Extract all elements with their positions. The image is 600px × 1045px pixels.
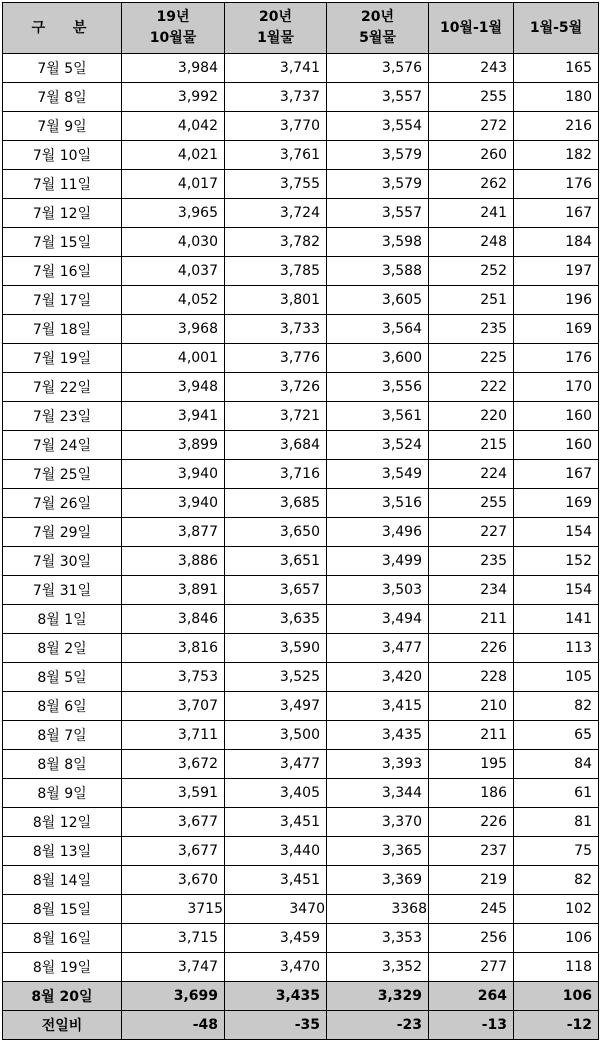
cell-may-contract: 3,494 [327,605,429,634]
cell-may-contract: 3,588 [327,257,429,286]
table-row [3,112,599,141]
table-row [3,344,599,373]
cell-oct-contract: 3,753 [122,663,225,692]
cell-may-contract: 3368 [327,895,429,924]
cell-date: 8월 1일 [3,605,122,634]
cell-jan-contract: 3,755 [225,170,327,199]
cell-oct-contract: 3,677 [122,837,225,866]
cell-oct-jan-spread: 237 [429,837,514,866]
cell-jan-contract: 3,776 [225,344,327,373]
cell-jan-contract: 3,435 [225,982,327,1011]
cell-may-contract: 3,600 [327,344,429,373]
cell-may-contract: 3,477 [327,634,429,663]
cell-oct-jan-spread: 251 [429,286,514,315]
cell-date: 7월 25일 [3,460,122,489]
cell-jan-may-spread: 82 [514,866,599,895]
cell-jan-may-spread: 167 [514,460,599,489]
cell-oct-contract: 3,941 [122,402,225,431]
cell-oct-contract: 3,715 [122,924,225,953]
cell-oct-contract: 4,017 [122,170,225,199]
cell-may-contract: 3,496 [327,518,429,547]
cell-jan-contract: 3,782 [225,228,327,257]
cell-oct-jan-spread: 252 [429,257,514,286]
cell-may-contract: 3,605 [327,286,429,315]
cell-jan-contract: 3,737 [225,83,327,112]
cell-oct-contract: 4,042 [122,112,225,141]
cell-oct-jan-spread: 234 [429,576,514,605]
table-row [3,576,599,605]
cell-jan-may-spread: 154 [514,576,599,605]
cell-jan-may-spread: 196 [514,286,599,315]
cell-oct-contract: 3,891 [122,576,225,605]
cell-date: 7월 11일 [3,170,122,199]
cell-oct-contract: 3715 [122,895,225,924]
table-row [3,141,599,170]
cell-oct-contract: 3,711 [122,721,225,750]
cell-jan-contract: 3470 [225,895,327,924]
cell-may-contract: 3,554 [327,112,429,141]
cell-oct-contract: 3,591 [122,779,225,808]
cell-date: 7월 30일 [3,547,122,576]
cell-oct-contract: 3,677 [122,808,225,837]
cell-oct-contract: -48 [122,1011,225,1040]
cell-jan-may-spread: 152 [514,547,599,576]
cell-may-contract: 3,576 [327,54,429,83]
table-row [3,750,599,779]
cell-jan-may-spread: 65 [514,721,599,750]
table-row [3,837,599,866]
cell-date: 7월 9일 [3,112,122,141]
cell-oct-contract: 3,670 [122,866,225,895]
table-row [3,634,599,663]
table-row [3,315,599,344]
change-row [3,1011,599,1040]
cell-date: 8월 19일 [3,953,122,982]
cell-jan-contract: 3,685 [225,489,327,518]
cell-jan-may-spread: 82 [514,692,599,721]
cell-jan-may-spread: 106 [514,982,599,1011]
table-row [3,373,599,402]
cell-may-contract: 3,393 [327,750,429,779]
cell-may-contract: 3,524 [327,431,429,460]
cell-oct-contract: 3,965 [122,199,225,228]
cell-jan-contract: 3,440 [225,837,327,866]
cell-oct-jan-spread: 186 [429,779,514,808]
cell-jan-may-spread: 169 [514,489,599,518]
cell-oct-jan-spread: 241 [429,199,514,228]
cell-jan-contract: 3,785 [225,257,327,286]
cell-jan-may-spread: 167 [514,199,599,228]
cell-oct-jan-spread: 225 [429,344,514,373]
cell-date: 8월 14일 [3,866,122,895]
cell-may-contract: 3,516 [327,489,429,518]
cell-oct-contract: 3,846 [122,605,225,634]
cell-oct-jan-spread: 248 [429,228,514,257]
cell-date: 8월 15일 [3,895,122,924]
cell-oct-jan-spread: 226 [429,634,514,663]
cell-date: 7월 5일 [3,54,122,83]
cell-oct-contract: 3,707 [122,692,225,721]
cell-oct-jan-spread: 262 [429,170,514,199]
table-row [3,721,599,750]
cell-oct-jan-spread: 219 [429,866,514,895]
cell-may-contract: 3,561 [327,402,429,431]
cell-date: 7월 17일 [3,286,122,315]
cell-oct-jan-spread: 255 [429,83,514,112]
cell-jan-contract: 3,651 [225,547,327,576]
cell-may-contract: 3,549 [327,460,429,489]
header-may-contract: 20년 5월물 [327,3,429,54]
cell-oct-jan-spread: 222 [429,373,514,402]
cell-may-contract: 3,499 [327,547,429,576]
cell-date: 8월 9일 [3,779,122,808]
cell-jan-may-spread: 184 [514,228,599,257]
header-jan-contract: 20년 1월물 [225,3,327,54]
cell-may-contract: -23 [327,1011,429,1040]
cell-jan-may-spread: 160 [514,402,599,431]
price-table [2,2,599,1040]
cell-jan-contract: 3,477 [225,750,327,779]
cell-jan-contract: 3,716 [225,460,327,489]
cell-jan-may-spread: 182 [514,141,599,170]
cell-oct-contract: 4,037 [122,257,225,286]
cell-may-contract: 3,598 [327,228,429,257]
cell-date: 8월 20일 [3,982,122,1011]
cell-date: 7월 18일 [3,315,122,344]
today-row [3,982,599,1011]
cell-date: 7월 15일 [3,228,122,257]
table-row [3,460,599,489]
header-oct-jan-spread: 10월-1월 [429,3,514,54]
cell-date: 8월 2일 [3,634,122,663]
cell-oct-jan-spread: 235 [429,547,514,576]
cell-may-contract: 3,352 [327,953,429,982]
cell-oct-contract: 3,816 [122,634,225,663]
cell-oct-contract: 3,747 [122,953,225,982]
cell-date: 7월 10일 [3,141,122,170]
cell-jan-contract: 3,497 [225,692,327,721]
cell-date: 전일비 [3,1011,122,1040]
cell-jan-contract: 3,770 [225,112,327,141]
cell-oct-jan-spread: 195 [429,750,514,779]
cell-jan-contract: 3,726 [225,373,327,402]
cell-may-contract: 3,503 [327,576,429,605]
cell-oct-contract: 3,948 [122,373,225,402]
cell-may-contract: 3,564 [327,315,429,344]
cell-jan-contract: 3,733 [225,315,327,344]
cell-oct-jan-spread: 224 [429,460,514,489]
cell-date: 8월 13일 [3,837,122,866]
cell-jan-may-spread: 61 [514,779,599,808]
table-row [3,663,599,692]
cell-oct-jan-spread: 220 [429,402,514,431]
cell-jan-contract: 3,761 [225,141,327,170]
cell-may-contract: 3,369 [327,866,429,895]
cell-oct-jan-spread: 243 [429,54,514,83]
cell-jan-may-spread: 81 [514,808,599,837]
cell-date: 7월 8일 [3,83,122,112]
cell-jan-contract: 3,801 [225,286,327,315]
cell-jan-may-spread: 105 [514,663,599,692]
cell-may-contract: 3,370 [327,808,429,837]
cell-oct-contract: 3,699 [122,982,225,1011]
cell-jan-may-spread: 113 [514,634,599,663]
cell-jan-contract: -35 [225,1011,327,1040]
cell-oct-jan-spread: 235 [429,315,514,344]
cell-jan-contract: 3,459 [225,924,327,953]
cell-jan-may-spread: 176 [514,344,599,373]
cell-jan-may-spread: 141 [514,605,599,634]
table-row [3,547,599,576]
table-row [3,431,599,460]
cell-jan-may-spread: 102 [514,895,599,924]
cell-oct-contract: 4,001 [122,344,225,373]
cell-jan-contract: 3,635 [225,605,327,634]
cell-oct-contract: 3,940 [122,489,225,518]
cell-may-contract: 3,353 [327,924,429,953]
cell-oct-contract: 4,021 [122,141,225,170]
cell-date: 7월 22일 [3,373,122,402]
cell-oct-contract: 3,968 [122,315,225,344]
cell-jan-may-spread: 160 [514,431,599,460]
cell-date: 8월 6일 [3,692,122,721]
cell-date: 7월 26일 [3,489,122,518]
cell-jan-contract: 3,451 [225,808,327,837]
cell-oct-jan-spread: 211 [429,605,514,634]
cell-may-contract: 3,579 [327,141,429,170]
cell-date: 7월 19일 [3,344,122,373]
cell-oct-contract: 3,877 [122,518,225,547]
cell-oct-jan-spread: 256 [429,924,514,953]
header-jan-may-spread: 1월-5월 [514,3,599,54]
cell-date: 7월 31일 [3,576,122,605]
cell-oct-jan-spread: 215 [429,431,514,460]
cell-date: 8월 16일 [3,924,122,953]
cell-date: 7월 16일 [3,257,122,286]
cell-may-contract: 3,344 [327,779,429,808]
table-row [3,924,599,953]
cell-jan-contract: 3,741 [225,54,327,83]
cell-oct-jan-spread: 255 [429,489,514,518]
cell-jan-contract: 3,451 [225,866,327,895]
cell-jan-contract: 3,721 [225,402,327,431]
cell-oct-contract: 3,899 [122,431,225,460]
cell-date: 7월 12일 [3,199,122,228]
cell-oct-contract: 3,940 [122,460,225,489]
cell-jan-may-spread: 216 [514,112,599,141]
table-row [3,257,599,286]
table-row [3,808,599,837]
cell-jan-may-spread: 176 [514,170,599,199]
table-row [3,779,599,808]
header-category: 구 분 [3,3,122,54]
cell-jan-may-spread: -12 [514,1011,599,1040]
cell-oct-contract: 3,672 [122,750,225,779]
cell-oct-jan-spread: 227 [429,518,514,547]
table-row [3,286,599,315]
cell-jan-may-spread: 154 [514,518,599,547]
cell-oct-jan-spread: 228 [429,663,514,692]
cell-may-contract: 3,365 [327,837,429,866]
cell-oct-jan-spread: 245 [429,895,514,924]
cell-jan-contract: 3,724 [225,199,327,228]
cell-oct-jan-spread: 260 [429,141,514,170]
cell-oct-contract: 4,030 [122,228,225,257]
cell-date: 7월 24일 [3,431,122,460]
table-row [3,866,599,895]
cell-oct-contract: 3,984 [122,54,225,83]
cell-date: 8월 5일 [3,663,122,692]
cell-jan-may-spread: 169 [514,315,599,344]
table-row [3,605,599,634]
header-row [3,3,599,54]
table-row [3,489,599,518]
cell-date: 8월 7일 [3,721,122,750]
table-row [3,402,599,431]
cell-jan-contract: 3,525 [225,663,327,692]
cell-jan-may-spread: 118 [514,953,599,982]
cell-jan-contract: 3,684 [225,431,327,460]
table-row [3,692,599,721]
cell-may-contract: 3,420 [327,663,429,692]
cell-may-contract: 3,435 [327,721,429,750]
header-oct-contract: 19년 10월물 [122,3,225,54]
cell-oct-contract: 3,886 [122,547,225,576]
cell-date: 8월 8일 [3,750,122,779]
cell-oct-jan-spread: -13 [429,1011,514,1040]
cell-jan-contract: 3,657 [225,576,327,605]
cell-jan-may-spread: 170 [514,373,599,402]
table-body [3,54,599,1040]
cell-date: 7월 23일 [3,402,122,431]
cell-oct-jan-spread: 272 [429,112,514,141]
cell-oct-jan-spread: 277 [429,953,514,982]
table-row [3,199,599,228]
cell-oct-jan-spread: 264 [429,982,514,1011]
table-row [3,170,599,199]
table-row [3,518,599,547]
cell-oct-contract: 4,052 [122,286,225,315]
cell-date: 7월 29일 [3,518,122,547]
cell-jan-may-spread: 197 [514,257,599,286]
table-row [3,83,599,112]
table-row [3,953,599,982]
cell-may-contract: 3,557 [327,199,429,228]
cell-may-contract: 3,579 [327,170,429,199]
cell-date: 8월 12일 [3,808,122,837]
table-row [3,895,599,924]
cell-may-contract: 3,557 [327,83,429,112]
cell-oct-jan-spread: 210 [429,692,514,721]
cell-jan-may-spread: 165 [514,54,599,83]
cell-may-contract: 3,556 [327,373,429,402]
cell-may-contract: 3,415 [327,692,429,721]
cell-jan-contract: 3,500 [225,721,327,750]
cell-jan-may-spread: 75 [514,837,599,866]
table-row [3,228,599,257]
cell-jan-may-spread: 180 [514,83,599,112]
cell-jan-may-spread: 106 [514,924,599,953]
cell-jan-may-spread: 84 [514,750,599,779]
cell-jan-contract: 3,650 [225,518,327,547]
cell-oct-jan-spread: 226 [429,808,514,837]
table-row [3,54,599,83]
cell-jan-contract: 3,590 [225,634,327,663]
cell-oct-jan-spread: 211 [429,721,514,750]
cell-jan-contract: 3,405 [225,779,327,808]
cell-oct-contract: 3,992 [122,83,225,112]
cell-jan-contract: 3,470 [225,953,327,982]
cell-may-contract: 3,329 [327,982,429,1011]
